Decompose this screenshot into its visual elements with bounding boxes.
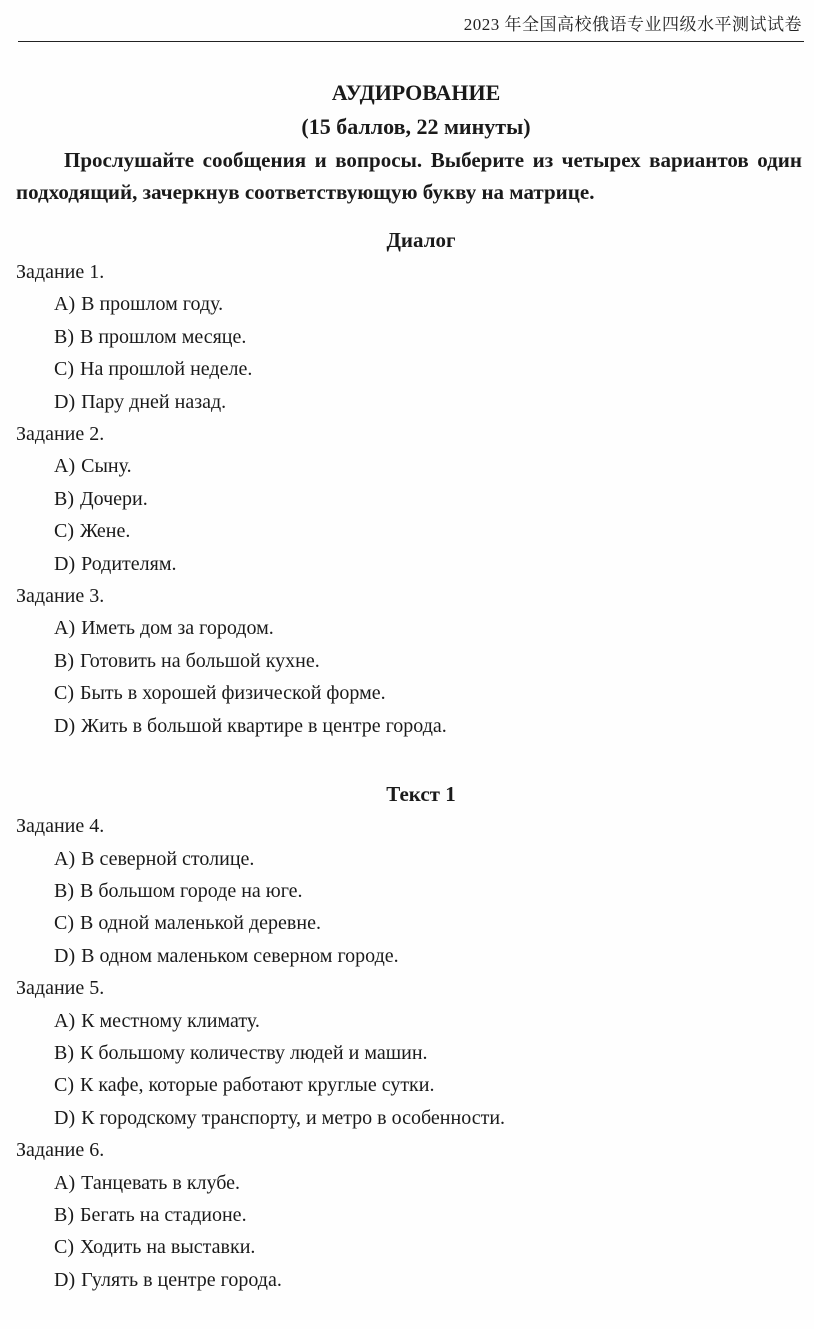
option-letter: A) [54, 617, 76, 640]
option-letter: A) [54, 1009, 76, 1032]
option-letter: B) [54, 649, 74, 672]
task [16, 256, 806, 418]
option-text: На прошлой неделе. [80, 358, 253, 381]
part-title: Текст 1 [386, 782, 456, 807]
task-label: Задание 4. [16, 815, 105, 838]
option-text: Дочери. [80, 487, 148, 510]
answer-option[interactable] [16, 612, 806, 644]
answer-option[interactable] [16, 1264, 806, 1296]
task-label: Задание 3. [16, 585, 105, 608]
option-letter: B) [54, 1041, 74, 1064]
option-text: Иметь дом за городом. [81, 617, 274, 640]
option-letter: D) [54, 714, 76, 737]
answer-option[interactable] [16, 288, 806, 320]
task [16, 418, 806, 580]
option-letter: B) [54, 487, 74, 510]
answer-option[interactable] [16, 1231, 806, 1263]
option-text: К городскому транспорту, и метро в особенности. [81, 1106, 506, 1129]
answer-option[interactable] [16, 321, 806, 353]
option-text: Гулять в центре города. [81, 1268, 282, 1291]
answer-option[interactable] [16, 843, 806, 875]
answer-option[interactable] [16, 483, 806, 515]
option-text: Жить в большой квартире в центре города. [81, 714, 447, 737]
option-letter: D) [54, 1106, 76, 1129]
answer-option[interactable] [16, 645, 806, 677]
answer-option[interactable] [16, 1037, 806, 1069]
answer-option[interactable] [16, 677, 806, 709]
task-label: Задание 6. [16, 1139, 105, 1162]
task [16, 810, 806, 972]
task-label: Задание 1. [16, 261, 105, 283]
answer-option[interactable] [16, 1199, 806, 1231]
option-text: В одном маленьком северном городе. [81, 944, 399, 967]
answer-option[interactable] [16, 1167, 806, 1199]
answer-option[interactable] [16, 515, 806, 547]
section-subtitle: (15 баллов, 22 минуты) [301, 114, 531, 139]
option-letter: C) [54, 682, 74, 705]
option-text: Ходить на выставки. [80, 1236, 256, 1259]
option-letter: D) [54, 944, 76, 967]
option-text: В большом городе на юге. [80, 879, 303, 902]
running-header: 2023 年全国高校俄语专业四级水平测试试卷 [463, 15, 802, 34]
option-text: Родителям. [81, 552, 177, 575]
option-letter: A) [54, 293, 76, 316]
option-text: К кафе, которые работают круглые сутки. [80, 1074, 435, 1097]
option-letter: A) [54, 455, 76, 478]
answer-option[interactable] [16, 940, 806, 972]
instructions: Прослушайте сообщения и вопросы. Выберите из четырех вариантов один подходящий, зачеркнув соответствующую букву на матрице. [16, 148, 802, 204]
option-letter: C) [54, 1074, 74, 1097]
option-text: В прошлом месяце. [80, 325, 247, 348]
option-letter: A) [54, 847, 76, 870]
option-letter: B) [54, 325, 74, 348]
option-text: Танцевать в клубе. [81, 1171, 241, 1194]
option-letter: B) [54, 1203, 74, 1226]
header-rule [18, 41, 804, 42]
section-title: АУДИРОВАНИЕ [331, 80, 501, 105]
answer-option[interactable] [16, 710, 806, 742]
task-label: Задание 2. [16, 423, 105, 446]
option-text: К местному климату. [81, 1009, 260, 1032]
option-text: В северной столице. [81, 847, 255, 870]
option-text: Бегать на стадионе. [80, 1203, 247, 1226]
option-text: Сыну. [81, 455, 132, 478]
page-content [16, 76, 806, 1296]
option-letter: D) [54, 552, 76, 575]
option-letter: A) [54, 1171, 76, 1194]
part-text-1 [16, 778, 806, 1296]
answer-option[interactable] [16, 548, 806, 580]
task-label: Задание 5. [16, 977, 105, 1000]
part-dialog [16, 224, 806, 742]
task [16, 580, 806, 742]
answer-option[interactable] [16, 907, 806, 939]
answer-option[interactable] [16, 1102, 806, 1134]
answer-option[interactable] [16, 875, 806, 907]
answer-option[interactable] [16, 450, 806, 482]
option-letter: D) [54, 390, 76, 413]
option-letter: C) [54, 358, 74, 381]
option-text: Жене. [80, 520, 131, 543]
option-text: К большому количеству людей и машин. [80, 1041, 428, 1064]
option-text: В одной маленькой деревне. [80, 912, 321, 935]
answer-option[interactable] [16, 1069, 806, 1101]
option-letter: B) [54, 879, 74, 902]
task [16, 1134, 806, 1296]
answer-option[interactable] [16, 1005, 806, 1037]
task [16, 972, 806, 1134]
option-text: Быть в хорошей физической форме. [80, 682, 386, 705]
answer-option[interactable] [16, 353, 806, 385]
option-letter: C) [54, 1236, 74, 1259]
answer-option[interactable] [16, 386, 806, 418]
option-letter: C) [54, 520, 74, 543]
option-text: Готовить на большой кухне. [80, 649, 320, 672]
option-letter: D) [54, 1268, 76, 1291]
option-text: Пару дней назад. [81, 390, 227, 413]
option-text: В прошлом году. [81, 293, 224, 316]
option-letter: C) [54, 912, 74, 935]
part-title: Диалог [386, 228, 456, 252]
